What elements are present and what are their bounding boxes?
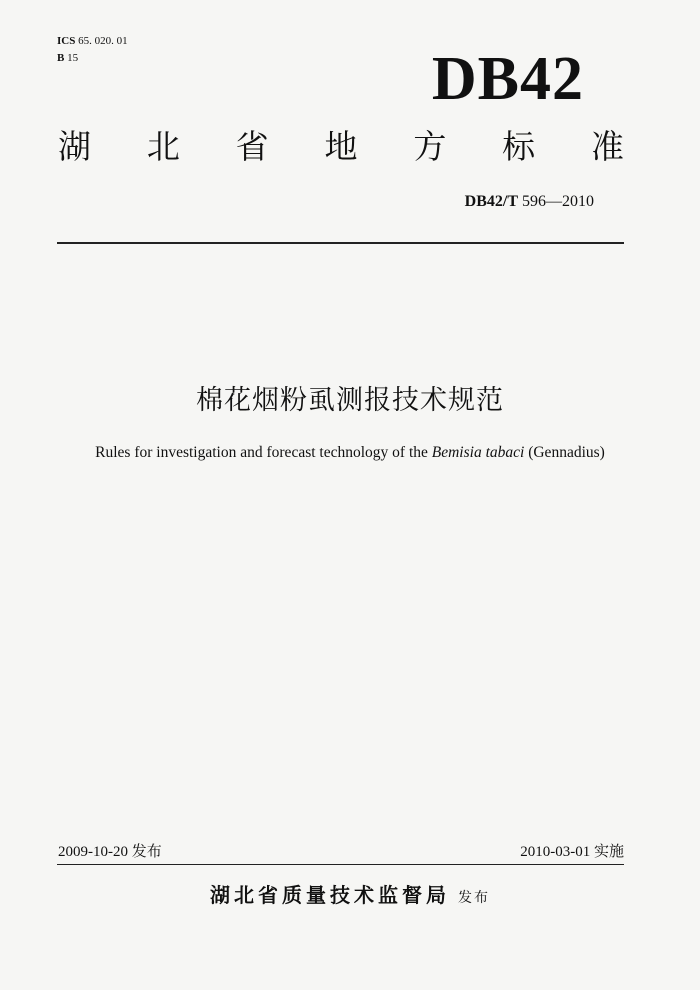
english-title <box>0 443 700 463</box>
implementation-date: 2010-03-01 实施 <box>520 844 624 860</box>
province-title-char: 省 <box>235 127 269 166</box>
english-title-start: Rules for investigation and forecast technology of the <box>95 444 432 461</box>
standard-number-value: 596—2010 <box>518 193 594 210</box>
ccs-label: B <box>57 52 65 64</box>
province-standard-title <box>58 126 624 168</box>
chinese-title: 棉花烟粉虱测报技术规范 <box>196 385 504 416</box>
ics-code <box>57 34 128 48</box>
english-title-species: Bemisia tabaci <box>431 444 525 461</box>
publisher <box>0 880 700 913</box>
issue-date: 2009-10-20 发布 <box>58 844 162 860</box>
ccs-code <box>57 51 78 65</box>
province-title-char: 地 <box>324 127 358 166</box>
ics-value: 65. 020. 01 <box>75 35 128 47</box>
province-title-char: 北 <box>146 127 180 166</box>
province-title-char: 方 <box>413 127 447 166</box>
ccs-value: 15 <box>64 52 79 64</box>
standard-number-prefix: DB42/T <box>464 193 518 210</box>
publisher-suffix: 发布 <box>458 890 490 906</box>
province-title-char: 标 <box>502 127 536 166</box>
english-title-end: (Gennadius) <box>524 444 605 461</box>
province-title-char: 准 <box>590 127 624 166</box>
province-title-char: 湖 <box>58 127 91 166</box>
publisher-name: 湖北省质量技术监督局 <box>210 883 450 907</box>
standard-number <box>465 192 594 212</box>
ics-label: ICS <box>57 35 76 47</box>
bottom-divider <box>57 864 624 865</box>
db42-logo: DB42 <box>431 45 584 113</box>
top-divider <box>57 242 624 244</box>
